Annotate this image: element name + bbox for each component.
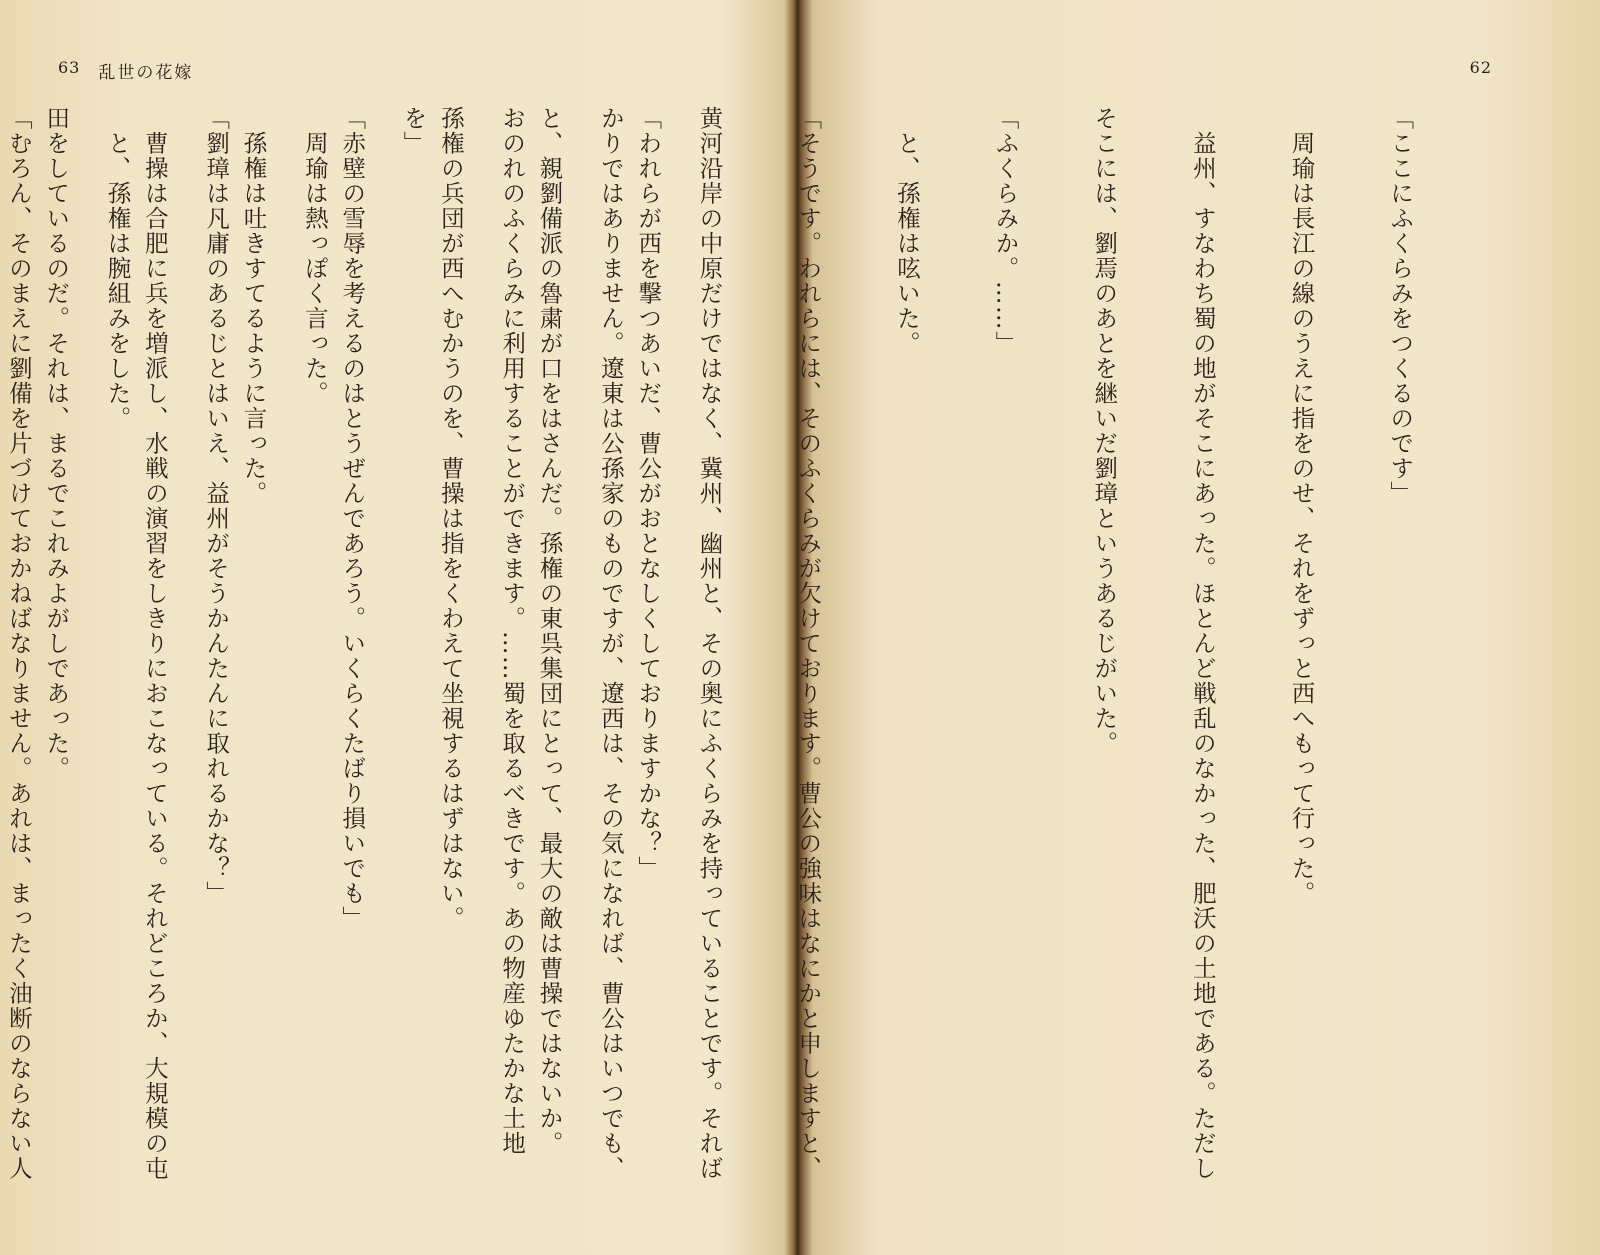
text-column: 「赤壁の雪辱を考えるのはとうぜんであろう。いくらくたばり損いでも」	[338, 106, 367, 931]
right-folio	[1470, 58, 1492, 78]
text-column: を」	[399, 106, 428, 156]
text-column: かりではありません。遼東は公孫家のものですが、遼西は、その気になれば、曹公はいつでも、	[596, 106, 625, 1181]
text-column: おのれのふくらみに利用することができます。……蜀を取るべきです。あの物産ゆたかな土地	[498, 106, 527, 1156]
text-column: 「ここにふくらみをつくるのです」	[1386, 106, 1415, 506]
text-column: 孫権の兵団が西へむかうのを、曹操は指をくわえて坐視するはずはない。	[436, 106, 465, 931]
text-column: 周瑜は熱っぽく言った。	[300, 106, 329, 406]
text-column: 益州、すなわち蜀の地がそこにあった。ほとんど戦乱のなかった、肥沃の土地である。ただし	[1188, 106, 1217, 1181]
text-column: 曹操は合肥に兵を増派し、水戦の演習をしきりにおこなっている。それどころか、大規模の屯	[140, 106, 169, 1181]
text-column: 周瑜は長江の線のうえに指をのせ、それをずっと西へもって行った。	[1287, 106, 1316, 906]
text-column: と、孫権は呟いた。	[892, 106, 921, 356]
text-column: 「われらが西を撃つあいだ、曹公がおとなしくしておりますかな？」	[634, 106, 663, 881]
page-number-62: 62	[1469, 58, 1492, 77]
text-column: 黄河沿岸の中原だけではなく、冀州、幽州と、その奥にふくらみを持っていることです。それば	[695, 106, 724, 1181]
running-title: 乱世の花嫁	[98, 63, 194, 83]
text-column: 「劉璋は凡庸のあるじとはいえ、益州がそうかんたんに取れるかな？」	[202, 106, 231, 906]
left-folio	[58, 58, 193, 83]
text-column: 「ふくらみか。……」	[991, 106, 1020, 356]
page-number-63: 63	[58, 58, 81, 77]
text-column: 田をしているのだ。それは、まるでこれみよがしであった。	[42, 106, 71, 781]
text-column: と、親劉備派の魯粛が口をはさんだ。孫権の東呉集団にとって、最大の敵は曹操ではないか。	[535, 106, 564, 1156]
text-column: 孫権は吐きすてるように言った。	[239, 106, 268, 506]
text-column: そこには、劉焉のあとを継いだ劉璋というあるじがいた。	[1090, 106, 1119, 756]
text-column: と、孫権は腕組みをした。	[103, 106, 132, 431]
text-column: 「そうです。われらには、そのふくらみが欠けております。曹公の強味はなにかと申しますと、	[794, 106, 823, 1181]
text-column: 「むろん、そのまえに劉備を片づけておかねばなりません。あれは、まったく油断のならない人	[4, 106, 33, 1181]
